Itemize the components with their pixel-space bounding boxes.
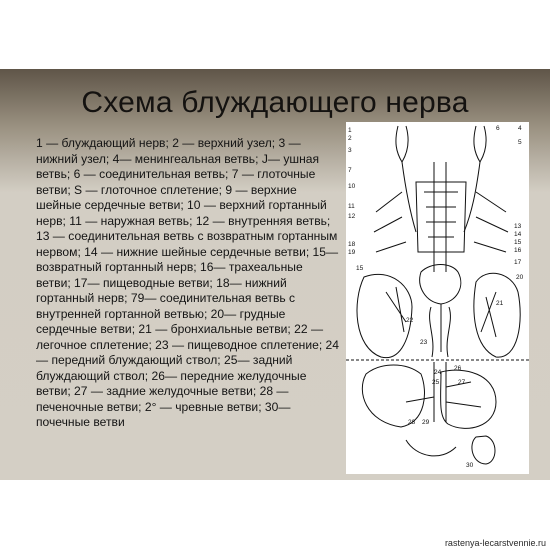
label-11: 11 bbox=[348, 203, 355, 210]
label-13: 13 bbox=[514, 223, 522, 230]
label-18: 18 bbox=[348, 241, 356, 248]
label-20: 20 bbox=[516, 274, 524, 281]
label-7: 7 bbox=[348, 167, 352, 174]
diagram-svg bbox=[346, 122, 529, 474]
label-2: 2 bbox=[348, 135, 352, 142]
label-24: 24 bbox=[434, 369, 442, 376]
label-28: 28 bbox=[408, 419, 416, 426]
label-16: 16 bbox=[514, 247, 522, 254]
label-23: 23 bbox=[420, 339, 428, 346]
label-19: 19 bbox=[348, 249, 356, 256]
label-27: 27 bbox=[458, 379, 466, 386]
label-3: 3 bbox=[348, 147, 352, 154]
label-29: 29 bbox=[422, 419, 430, 426]
label-15-right: 15 bbox=[514, 239, 522, 246]
label-26: 26 bbox=[454, 365, 462, 372]
label-17: 17 bbox=[514, 259, 522, 266]
label-22: 22 bbox=[406, 317, 414, 324]
legend-text: 1 — блуждающий нерв; 2 — верхний узел; 3 — нижний узел; 4— менингеальная ветвь; J— ушная ветвь; 6 — соединительная ветвь; 7 — глоточные ветви; S — глоточное сплетение; 9 — верхние шейные сердечные ветви; 10 — верхний гортанный нерв; 11 — наружная ветвь; 12 — внутренняя ветвь; 13 — соединительная ветвь с возвратным гортанным нервом; 14 — нижние шейные сердечные ветви; 15— возвратный гортанный нерв; 16— трахеальные ветви; 17— пищеводные ветви; 18— нижний гортанный нерв; 79— соединительная ветвь с внутренней гортанной ветвью; 20— грудные сердечные ветви; 21 — бронхиальные ветви; 22 — легочное сплетение; 23 — пищеводное сплетение; 24 — передний блуждающий ствол; 25— задний блуждающий ствол; 26— передние желудочные ветви; 27 — задние желудочные ветви; 28 — печеночные ветви; 2° — чревные ветви; 30— почечные ветви bbox=[36, 136, 340, 429]
vagus-nerve-diagram bbox=[346, 122, 529, 474]
label-1: 1 bbox=[348, 127, 352, 134]
label-21: 21 bbox=[496, 300, 504, 307]
label-25: 25 bbox=[432, 379, 440, 386]
label-4: 4 bbox=[518, 125, 522, 132]
label-10: 10 bbox=[348, 183, 356, 190]
label-5: 5 bbox=[518, 139, 522, 146]
watermark: rastenya-lecarstvennie.ru bbox=[444, 538, 546, 548]
label-6: 6 bbox=[496, 125, 500, 132]
label-30: 30 bbox=[466, 462, 474, 469]
label-14: 14 bbox=[514, 231, 522, 238]
label-15-left: 15 bbox=[356, 265, 364, 272]
slide-title: Схема блуждающего нерва bbox=[81, 86, 469, 119]
label-12: 12 bbox=[348, 213, 356, 220]
